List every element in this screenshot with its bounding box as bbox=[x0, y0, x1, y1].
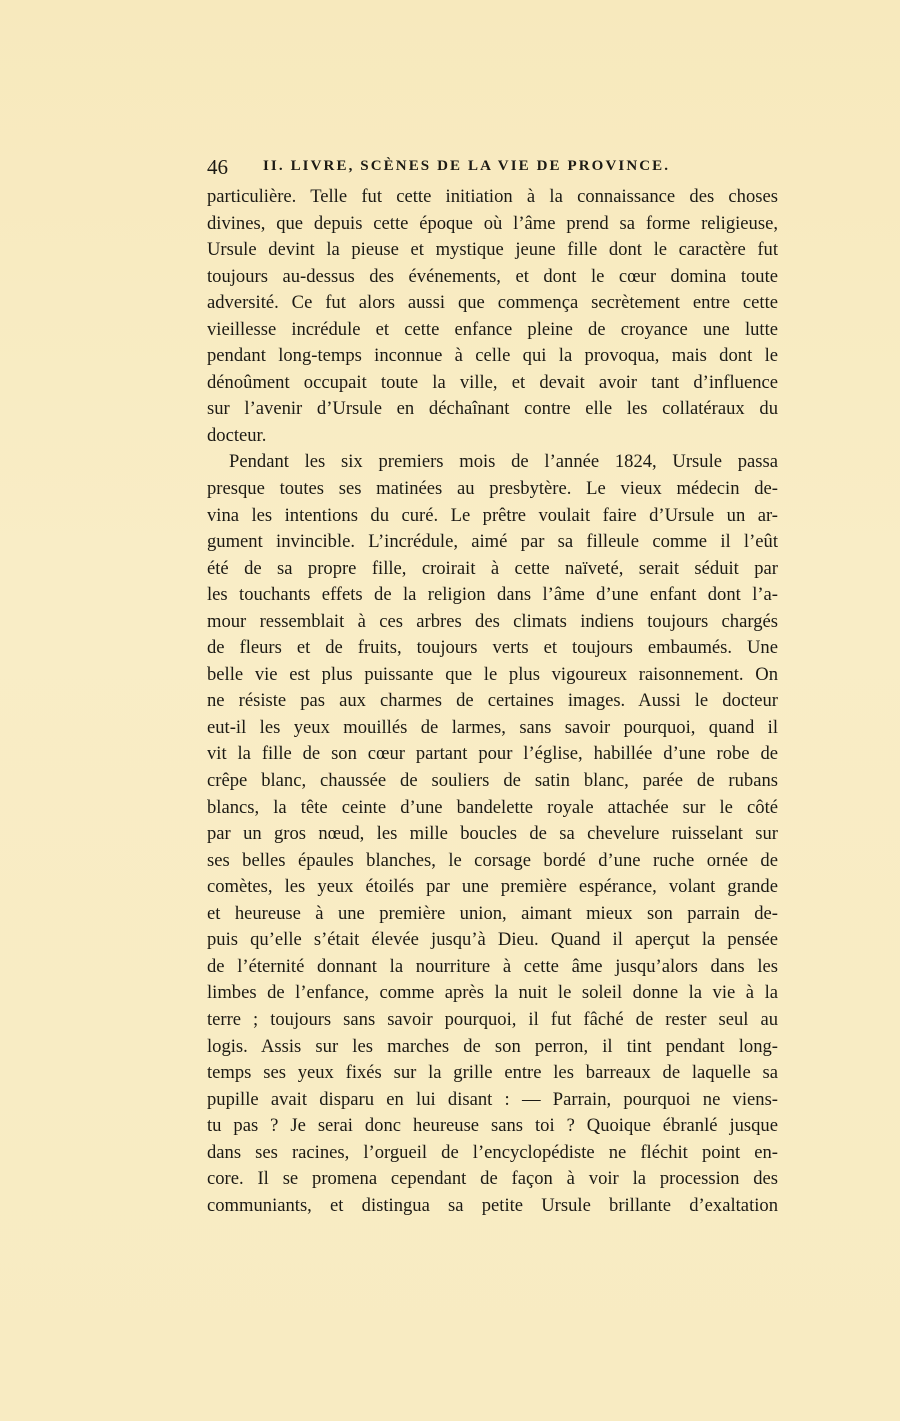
text-line: communiants, et distingua sa petite Ursule brillante d’exaltation bbox=[207, 1194, 778, 1216]
text-line: gument invincible. L’incrédule, aimé par sa filleule comme il l’eût bbox=[207, 531, 778, 553]
text-line: blancs, la tête ceinte d’une bandelette royale attachée sur le côté bbox=[207, 796, 778, 818]
page-header bbox=[207, 155, 777, 181]
text-line: adversité. Ce fut alors aussi que commença secrètement entre cette bbox=[207, 292, 778, 314]
paragraph bbox=[207, 449, 778, 1219]
text-line: terre ; toujours sans savoir pourquoi, il fut fâché de rester seul au bbox=[207, 1008, 778, 1030]
text-line: par un gros nœud, les mille boucles de sa chevelure ruisselant sur bbox=[207, 823, 778, 845]
text-line: et heureuse à une première union, aimant mieux son parrain de- bbox=[207, 902, 778, 924]
text-line: divines, que depuis cette époque où l’âme prend sa forme religieuse, bbox=[207, 212, 778, 234]
body-text bbox=[207, 184, 778, 1219]
text-line: les touchants effets de la religion dans l’âme d’une enfant dont l’a- bbox=[207, 584, 778, 606]
running-title: II. LIVRE, SCÈNES DE LA VIE DE PROVINCE. bbox=[263, 158, 671, 174]
text-line: core. Il se promena cependant de façon à voir la procession des bbox=[207, 1168, 778, 1190]
page-number: 46 bbox=[207, 155, 228, 179]
text-line: particulière. Telle fut cette initiation à la connaissance des choses bbox=[207, 186, 778, 207]
paragraph bbox=[207, 184, 778, 449]
text-line: eut-il les yeux mouillés de larmes, sans savoir pourquoi, quand il bbox=[207, 716, 778, 738]
text-line: mour ressemblait à ces arbres des climats indiens toujours chargés bbox=[207, 610, 778, 632]
text-line: toujours au-dessus des événements, et dont le cœur domina toute bbox=[207, 265, 778, 287]
text-line: belle vie est plus puissante que le plus vigoureux raisonnement. On bbox=[207, 663, 778, 685]
text-line: Pendant les six premiers mois de l’année 1824, Ursule passa bbox=[229, 451, 778, 473]
text-line: pupille avait disparu en lui disant : — Parrain, pourquoi ne viens- bbox=[207, 1088, 778, 1110]
text-line: puis qu’elle s’était élevée jusqu’à Dieu. Quand il aperçut la pensée bbox=[207, 929, 778, 951]
text-line: de fleurs et de fruits, toujours verts et toujours embaumés. Une bbox=[207, 637, 778, 659]
text-line: limbes de l’enfance, comme après la nuit le soleil donne la vie à la bbox=[207, 982, 778, 1004]
text-line: pendant long-temps inconnue à celle qui la provoqua, mais dont le bbox=[207, 345, 778, 367]
text-line: de l’éternité donnant la nourriture à cette âme jusqu’alors dans les bbox=[207, 955, 778, 977]
text-line: temps ses yeux fixés sur la grille entre les barreaux de laquelle sa bbox=[207, 1062, 778, 1084]
text-line: comètes, les yeux étoilés par une première espérance, volant grande bbox=[207, 876, 778, 898]
text-line: dans ses racines, l’orgueil de l’encyclopédiste ne fléchit point en- bbox=[207, 1141, 778, 1163]
text-line: Ursule devint la pieuse et mystique jeune fille dont le caractère fut bbox=[207, 239, 778, 261]
text-line: ses belles épaules blanches, le corsage bordé d’une ruche ornée de bbox=[207, 849, 778, 871]
text-line: vit la fille de son cœur partant pour l’église, habillée d’une robe de bbox=[207, 743, 778, 765]
text-line: ne résiste pas aux charmes de certaines images. Aussi le docteur bbox=[207, 690, 778, 712]
text-line: tu pas ? Je serai donc heureuse sans toi ? Quoique ébranlé jusque bbox=[207, 1115, 778, 1137]
text-line: logis. Assis sur les marches de son perron, il tint pendant long- bbox=[207, 1035, 778, 1057]
text-line: sur l’avenir d’Ursule en déchaînant contre elle les collatéraux du bbox=[207, 398, 778, 420]
text-line: presque toutes ses matinées au presbytère. Le vieux médecin de- bbox=[207, 478, 778, 500]
text-line: été de sa propre fille, croirait à cette naïveté, serait séduit par bbox=[207, 557, 778, 579]
text-line: dénoûment occupait toute la ville, et devait avoir tant d’influence bbox=[207, 371, 778, 393]
text-line: vieillesse incrédule et cette enfance pleine de croyance une lutte bbox=[207, 318, 778, 340]
text-line: crêpe blanc, chaussée de souliers de satin blanc, parée de rubans bbox=[207, 770, 778, 792]
text-line: vina les intentions du curé. Le prêtre voulait faire d’Ursule un ar- bbox=[207, 504, 778, 526]
text-line: docteur. bbox=[207, 424, 267, 446]
